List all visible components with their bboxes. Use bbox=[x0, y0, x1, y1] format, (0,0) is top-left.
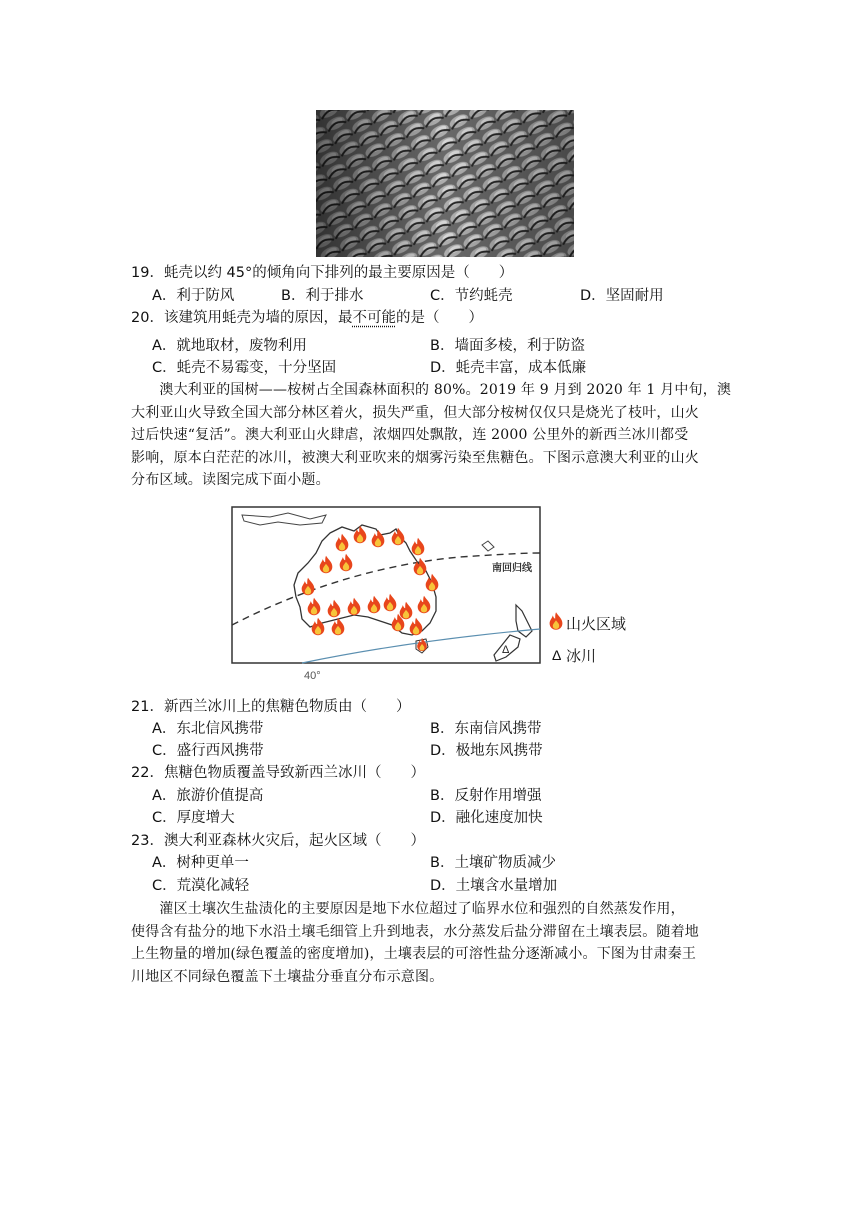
q23-stem: 23．澳大利亚森林火灾后，起火区域（ ） bbox=[131, 833, 425, 849]
q20-option-c: C．蚝壳不易霉变，十分坚固 bbox=[152, 360, 337, 376]
q19-option-a: A．利于防风 bbox=[152, 288, 235, 304]
q19-stem: 19．蚝壳以约 45°的倾角向下排列的最主要原因是（ ） bbox=[131, 265, 514, 281]
passage1-line: 过后快速“复活”。澳大利亚山火肆虐，浓烟四处飘散，连 2000 公里外的新西兰冰川都受 bbox=[131, 427, 689, 443]
legend-glacier-icon: Δ bbox=[552, 647, 562, 663]
passage2-line: 使得含有盐分的地下水沿土壤毛细管上升到地表，水分蒸发后盐分滞留在土壤表层。随着地 bbox=[131, 923, 699, 940]
legend-fire-label: 山火区域 bbox=[566, 616, 627, 633]
glacier-marker-icon: Δ bbox=[502, 644, 510, 656]
legend-glacier-label: 冰川 bbox=[566, 648, 597, 665]
q19-option-c: C．节约蚝壳 bbox=[430, 288, 513, 304]
q21-option-b: B．东南信风携带 bbox=[430, 721, 542, 737]
passage2-line: 灌区土壤次生盐渍化的主要原因是地下水位超过了临界水位和强烈的自然蒸发作用， bbox=[131, 901, 685, 917]
oyster-shell-wall-photo bbox=[316, 110, 574, 257]
q20-stem-post: 的是（ ） bbox=[395, 310, 483, 326]
q19-option-b: B．利于排水 bbox=[281, 288, 364, 304]
q20-option-a: A．就地取材，废物利用 bbox=[152, 338, 307, 354]
passage1-line: 大利亚山火导致全国大部分林区着火，损失严重，但大部分桉树仅仅只是烧光了枝叶，山火 bbox=[131, 404, 699, 421]
passage2-line: 上生物量的增加(绿色覆盖的密度增加)，土壤表层的可溶性盐分逐渐减小。下图为甘肃秦王 bbox=[131, 946, 697, 962]
passage-soil-salinization bbox=[131, 898, 731, 988]
q21-option-a: A．东北信风携带 bbox=[152, 721, 264, 737]
q22-stem: 22．焦糖色物质覆盖导致新西兰冰川（ ） bbox=[131, 765, 425, 781]
q20-option-b: B．墙面多棱，利于防盗 bbox=[430, 338, 585, 354]
passage-australia-fire bbox=[131, 379, 731, 492]
q22-option-a: A．旅游价值提高 bbox=[152, 788, 264, 804]
passage1-line: 影响，原本白茫茫的冰川，被澳大利亚吹来的烟雾污染至焦糖色。下图示意澳大利亚的山火 bbox=[131, 449, 699, 466]
q22-option-d: D．融化速度加快 bbox=[430, 810, 543, 826]
q23-option-d: D．土壤含水量增加 bbox=[430, 878, 558, 894]
q20-stem-pre: 20．该建筑用蚝壳为墙的原因，最 bbox=[131, 310, 353, 326]
legend-fire-icon bbox=[550, 612, 563, 630]
q22-option-b: B．反射作用增强 bbox=[430, 788, 542, 804]
q23-option-c: C．荒漠化减轻 bbox=[152, 878, 250, 894]
passage2-line: 川地区不同绿色覆盖下土壤盐分垂直分布示意图。 bbox=[131, 968, 444, 985]
q23-option-b: B．土壤矿物质减少 bbox=[430, 855, 556, 871]
passage1-line: 澳大利亚的国树——桉树占全国森林面积的 80%。2019 年 9 月到 2020 年 1 月中旬，澳 bbox=[131, 382, 732, 398]
q20-stem-emphasis: 不可能 bbox=[352, 310, 396, 326]
australia-fire-map bbox=[230, 505, 650, 685]
q19-option-d: D．坚固耐用 bbox=[580, 288, 664, 304]
q22-option-c: C．厚度增大 bbox=[152, 810, 235, 826]
q21-option-c: C．盛行西风携带 bbox=[152, 743, 264, 759]
q21-stem: 21．新西兰冰川上的焦糖色物质由（ ） bbox=[131, 699, 411, 715]
q20-option-d: D．蚝壳丰富，成本低廉 bbox=[430, 360, 587, 376]
latitude-40-label: 40° bbox=[304, 670, 321, 682]
tropic-label: 南回归线 bbox=[492, 563, 532, 574]
passage1-line: 分布区域。读图完成下面小题。 bbox=[131, 472, 330, 488]
q21-option-d: D．极地东风携带 bbox=[430, 743, 543, 759]
q23-option-a: A．树种更单一 bbox=[152, 855, 249, 871]
q20-stem bbox=[131, 308, 483, 328]
